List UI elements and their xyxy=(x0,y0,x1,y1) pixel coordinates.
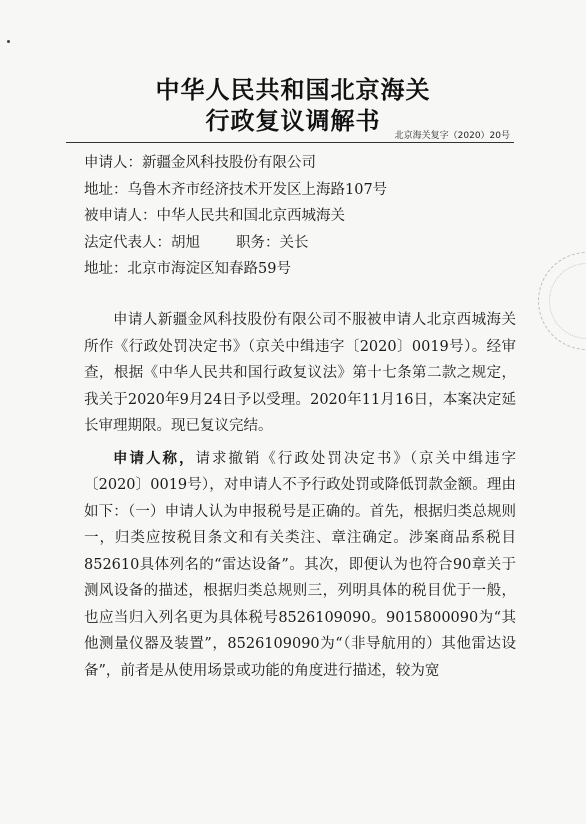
respondent-address: 北京市海淀区知春路59号 xyxy=(127,261,291,277)
respondent-address-line xyxy=(84,256,524,283)
representative-line xyxy=(84,230,524,257)
position-value: 关长 xyxy=(279,234,309,251)
body-paragraph-2 xyxy=(84,446,516,685)
parties-block xyxy=(84,150,524,283)
applicant-address-label: 地址： xyxy=(84,181,128,198)
paragraph-2-text: 请求撤销《行政处罚决定书》（京关中缉违字〔2020〕0019号），对申请人不予行政处罚或降低罚款金额。理由如下：（一）申请人认为申报税号是正确的。首先，根据归类总规则一，归类应按税目条文和有关类注、章注确定。涉案商品系税目852610具体列名的“雷达设备”。其次，即便认为也符合90章关于测风设备的描述，根据归类总规则三，列明具体的税目优于一般，也应当归入列名更为具体税号8526109090。9015800090为“其他测量仪器及装置”，8526109090为“（非导航用的）其他雷达设备”，前者是从使用场景或功能的角度进行描述，较为宽 xyxy=(84,450,517,679)
official-seal-stamp xyxy=(538,252,586,350)
document-title-line2: 行政复议调解书 xyxy=(205,106,381,135)
representative-label: 法定代表人： xyxy=(84,234,171,251)
document-number: 北京海关复字（2020）20号 xyxy=(394,131,510,141)
seal-inner-ring xyxy=(549,263,586,339)
applicant-line xyxy=(84,150,524,177)
applicant-address: 乌鲁木齐市经济技术开发区上海路107号 xyxy=(127,181,388,198)
body-paragraph-1: 申请人新疆金风科技股份有限公司不服被申请人北京西城海关所作《行政处罚决定书》（京关中缉违字〔2020〕0019号）。经审查，根据《中华人民共和国行政复议法》第十七条第二款之规定，我关于2020年9月24日予以受理。2020年11月16日，本案决定延长审理期限。现已复议完结。 xyxy=(84,312,516,434)
applicant-name: 新疆金风科技股份有限公司 xyxy=(142,155,316,171)
document-body xyxy=(84,307,516,690)
applicant-address-line xyxy=(84,177,524,204)
position-label: 职务： xyxy=(236,234,280,251)
document-title-line1: 中华人民共和国北京海关 xyxy=(155,75,431,104)
respondent-name: 中华人民共和国北京西城海关 xyxy=(156,208,345,224)
respondent-line xyxy=(84,203,524,230)
respondent-address-label: 地址： xyxy=(84,261,128,277)
applicant-label: 申请人： xyxy=(84,155,142,171)
scan-dot xyxy=(7,40,10,43)
representative-name: 胡旭 xyxy=(171,234,200,251)
header-rule xyxy=(66,142,514,143)
paragraph-2-lead: 申请人称， xyxy=(113,449,196,467)
respondent-label: 被申请人： xyxy=(84,208,157,224)
